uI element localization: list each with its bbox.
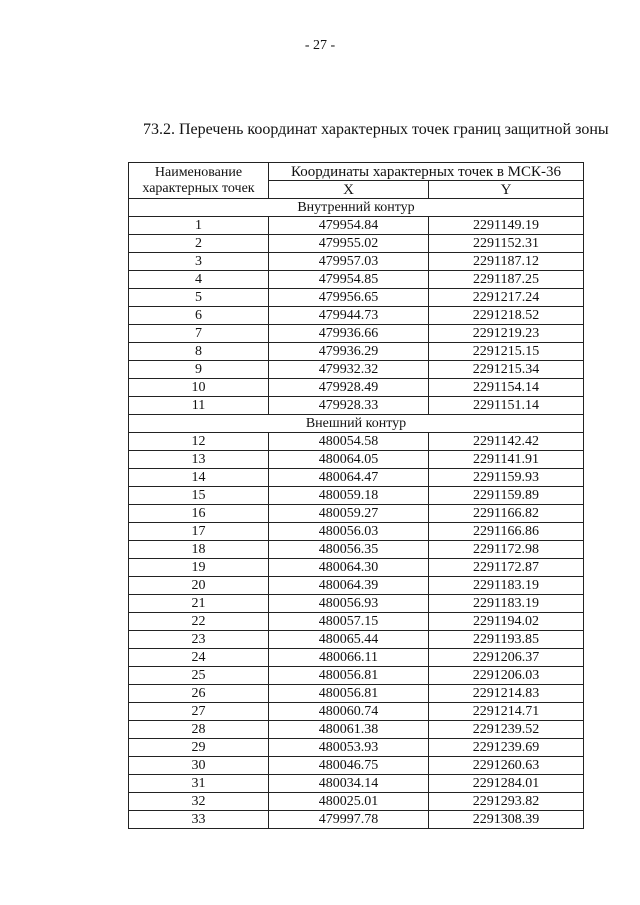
- y-coordinate-cell: 2291215.15: [429, 343, 584, 361]
- table-row: [129, 307, 584, 325]
- x-coordinate-cell: 480064.39: [269, 577, 429, 595]
- y-coordinate-cell: 2291154.14: [429, 379, 584, 397]
- table-row: [129, 235, 584, 253]
- table-row: [129, 325, 584, 343]
- y-coordinate-cell: 2291149.19: [429, 217, 584, 235]
- y-coordinate-cell: 2291214.83: [429, 685, 584, 703]
- x-coordinate-cell: 479997.78: [269, 811, 429, 829]
- header-point-name: Наименование характерных точек: [129, 163, 269, 199]
- point-number-cell: 32: [129, 793, 269, 811]
- table-row: [129, 343, 584, 361]
- y-coordinate-cell: 2291215.34: [429, 361, 584, 379]
- x-coordinate-cell: 479955.02: [269, 235, 429, 253]
- table-row: [129, 397, 584, 415]
- point-number-cell: 4: [129, 271, 269, 289]
- x-coordinate-cell: 480059.27: [269, 505, 429, 523]
- point-number-cell: 28: [129, 721, 269, 739]
- y-coordinate-cell: 2291183.19: [429, 595, 584, 613]
- point-number-cell: 9: [129, 361, 269, 379]
- point-number-cell: 3: [129, 253, 269, 271]
- table-row: [129, 613, 584, 631]
- y-coordinate-cell: 2291187.12: [429, 253, 584, 271]
- point-number-cell: 29: [129, 739, 269, 757]
- point-number-cell: 15: [129, 487, 269, 505]
- table-header-row: [129, 163, 584, 181]
- x-coordinate-cell: 480056.93: [269, 595, 429, 613]
- x-coordinate-cell: 479936.66: [269, 325, 429, 343]
- y-coordinate-cell: 2291239.69: [429, 739, 584, 757]
- x-coordinate-cell: 480056.03: [269, 523, 429, 541]
- y-coordinate-cell: 2291308.39: [429, 811, 584, 829]
- point-number-cell: 18: [129, 541, 269, 559]
- x-coordinate-cell: 480034.14: [269, 775, 429, 793]
- table-row: [129, 757, 584, 775]
- x-coordinate-cell: 480053.93: [269, 739, 429, 757]
- section-title: Внутренний контур: [129, 199, 584, 217]
- table-row: [129, 271, 584, 289]
- table-row: [129, 739, 584, 757]
- point-number-cell: 12: [129, 433, 269, 451]
- header-coordinates: Координаты характерных точек в МСК-36: [269, 163, 584, 181]
- table-row: [129, 559, 584, 577]
- x-coordinate-cell: 480064.30: [269, 559, 429, 577]
- point-number-cell: 16: [129, 505, 269, 523]
- x-coordinate-cell: 480064.05: [269, 451, 429, 469]
- x-coordinate-cell: 480061.38: [269, 721, 429, 739]
- point-number-cell: 13: [129, 451, 269, 469]
- x-coordinate-cell: 480056.35: [269, 541, 429, 559]
- y-coordinate-cell: 2291206.03: [429, 667, 584, 685]
- x-coordinate-cell: 479944.73: [269, 307, 429, 325]
- point-number-cell: 7: [129, 325, 269, 343]
- table-row: [129, 541, 584, 559]
- table-row: [129, 631, 584, 649]
- x-coordinate-cell: 480046.75: [269, 757, 429, 775]
- table-row: [129, 487, 584, 505]
- point-number-cell: 1: [129, 217, 269, 235]
- point-number-cell: 27: [129, 703, 269, 721]
- table-row: [129, 721, 584, 739]
- header-y: Y: [429, 181, 584, 199]
- x-coordinate-cell: 480065.44: [269, 631, 429, 649]
- point-number-cell: 23: [129, 631, 269, 649]
- x-coordinate-cell: 480057.15: [269, 613, 429, 631]
- y-coordinate-cell: 2291217.24: [429, 289, 584, 307]
- x-coordinate-cell: 480066.11: [269, 649, 429, 667]
- x-coordinate-cell: 479932.32: [269, 361, 429, 379]
- section-title: Внешний контур: [129, 415, 584, 433]
- table-row: [129, 253, 584, 271]
- point-number-cell: 33: [129, 811, 269, 829]
- y-coordinate-cell: 2291284.01: [429, 775, 584, 793]
- y-coordinate-cell: 2291183.19: [429, 577, 584, 595]
- table-row: [129, 775, 584, 793]
- section-row: [129, 199, 584, 217]
- point-number-cell: 31: [129, 775, 269, 793]
- y-coordinate-cell: 2291206.37: [429, 649, 584, 667]
- coordinates-table: [128, 162, 584, 829]
- y-coordinate-cell: 2291166.86: [429, 523, 584, 541]
- page-number: - 27 -: [304, 38, 336, 53]
- y-coordinate-cell: 2291218.52: [429, 307, 584, 325]
- point-number-cell: 14: [129, 469, 269, 487]
- table-row: [129, 523, 584, 541]
- point-number-cell: 2: [129, 235, 269, 253]
- point-number-cell: 17: [129, 523, 269, 541]
- table-row: [129, 577, 584, 595]
- point-number-cell: 30: [129, 757, 269, 775]
- y-coordinate-cell: 2291293.82: [429, 793, 584, 811]
- table-row: [129, 361, 584, 379]
- table-row: [129, 649, 584, 667]
- x-coordinate-cell: 480056.81: [269, 667, 429, 685]
- x-coordinate-cell: 479928.33: [269, 397, 429, 415]
- y-coordinate-cell: 2291159.89: [429, 487, 584, 505]
- table-row: [129, 433, 584, 451]
- y-coordinate-cell: 2291219.23: [429, 325, 584, 343]
- table-row: [129, 379, 584, 397]
- y-coordinate-cell: 2291172.98: [429, 541, 584, 559]
- table-row: [129, 811, 584, 829]
- y-coordinate-cell: 2291187.25: [429, 271, 584, 289]
- y-coordinate-cell: 2291214.71: [429, 703, 584, 721]
- y-coordinate-cell: 2291152.31: [429, 235, 584, 253]
- x-coordinate-cell: 480060.74: [269, 703, 429, 721]
- table-row: [129, 793, 584, 811]
- table-row: [129, 505, 584, 523]
- x-coordinate-cell: 480059.18: [269, 487, 429, 505]
- page-title: 73.2. Перечень координат характерных точек границ защитной зоны: [143, 121, 609, 138]
- point-number-cell: 6: [129, 307, 269, 325]
- x-coordinate-cell: 479954.85: [269, 271, 429, 289]
- y-coordinate-cell: 2291194.02: [429, 613, 584, 631]
- x-coordinate-cell: 479928.49: [269, 379, 429, 397]
- y-coordinate-cell: 2291239.52: [429, 721, 584, 739]
- table-row: [129, 667, 584, 685]
- x-coordinate-cell: 479954.84: [269, 217, 429, 235]
- table-row: [129, 469, 584, 487]
- table-row: [129, 595, 584, 613]
- point-number-cell: 24: [129, 649, 269, 667]
- table-row: [129, 217, 584, 235]
- x-coordinate-cell: 480056.81: [269, 685, 429, 703]
- x-coordinate-cell: 479957.03: [269, 253, 429, 271]
- y-coordinate-cell: 2291172.87: [429, 559, 584, 577]
- x-coordinate-cell: 480064.47: [269, 469, 429, 487]
- point-number-cell: 22: [129, 613, 269, 631]
- y-coordinate-cell: 2291193.85: [429, 631, 584, 649]
- point-number-cell: 8: [129, 343, 269, 361]
- y-coordinate-cell: 2291260.63: [429, 757, 584, 775]
- point-number-cell: 5: [129, 289, 269, 307]
- point-number-cell: 11: [129, 397, 269, 415]
- x-coordinate-cell: 480025.01: [269, 793, 429, 811]
- x-coordinate-cell: 479956.65: [269, 289, 429, 307]
- table-body: [129, 199, 584, 829]
- y-coordinate-cell: 2291151.14: [429, 397, 584, 415]
- x-coordinate-cell: 479936.29: [269, 343, 429, 361]
- section-row: [129, 415, 584, 433]
- table-row: [129, 703, 584, 721]
- table-row: [129, 451, 584, 469]
- y-coordinate-cell: 2291159.93: [429, 469, 584, 487]
- point-number-cell: 19: [129, 559, 269, 577]
- table-row: [129, 685, 584, 703]
- y-coordinate-cell: 2291166.82: [429, 505, 584, 523]
- y-coordinate-cell: 2291142.42: [429, 433, 584, 451]
- point-number-cell: 21: [129, 595, 269, 613]
- header-x: X: [269, 181, 429, 199]
- x-coordinate-cell: 480054.58: [269, 433, 429, 451]
- point-number-cell: 10: [129, 379, 269, 397]
- table-row: [129, 289, 584, 307]
- point-number-cell: 26: [129, 685, 269, 703]
- point-number-cell: 20: [129, 577, 269, 595]
- y-coordinate-cell: 2291141.91: [429, 451, 584, 469]
- point-number-cell: 25: [129, 667, 269, 685]
